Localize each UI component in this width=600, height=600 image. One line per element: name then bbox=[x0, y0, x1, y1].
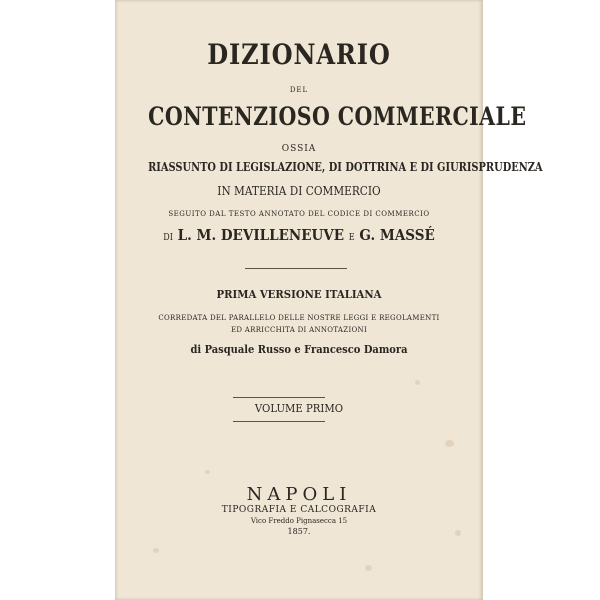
book-page bbox=[115, 0, 543, 600]
edition-note-2: ED ARRICCHITA DI ANNOTAZIONI bbox=[230, 326, 368, 334]
book-title: DIZIONARIO bbox=[207, 38, 391, 71]
printer-text: TIPOGRAFIA E CALCOGRAFIA bbox=[221, 505, 377, 515]
title-page-text bbox=[115, 0, 543, 600]
volume-rule-bottom bbox=[233, 421, 325, 422]
divider-rule bbox=[245, 268, 347, 269]
year-text: 1857. bbox=[287, 527, 311, 536]
book-subtitle: CONTENZIOSO COMMERCIALE bbox=[148, 102, 527, 131]
volume-label: VOLUME PRIMO bbox=[254, 402, 344, 415]
author-1: L. M. DEVILLENEUVE bbox=[177, 226, 345, 244]
address-text: Vico Freddo Pignasecca 15 bbox=[250, 517, 348, 525]
edition-text: PRIMA VERSIONE ITALIANA bbox=[216, 288, 382, 301]
ossia-text: OSSIA bbox=[281, 144, 317, 154]
author-di: DI bbox=[163, 233, 173, 243]
author-e: E bbox=[348, 233, 355, 243]
summary-text: RIASSUNTO DI LEGISLAZIONE, DI DOTTRINA E DI GIURISPRUDENZA bbox=[148, 160, 543, 174]
volume-rule-top bbox=[233, 397, 325, 398]
city-text: NAPOLI bbox=[246, 484, 352, 505]
authors-line bbox=[133, 226, 464, 244]
subject-text: IN MATERIA DI COMMERCIO bbox=[217, 184, 381, 198]
edition-note-1: CORREDATA DEL PARALLELO DELLE NOSTRE LEGGI E REGOLAMENTI bbox=[158, 314, 440, 322]
author-2: G. MASSÉ bbox=[359, 226, 435, 244]
followed-text: SEGUITO DAL TESTO ANNOTATO DEL CODICE DI COMMERCIO bbox=[168, 210, 430, 218]
title-connector: DEL bbox=[289, 86, 309, 94]
translators-text: di Pasquale Russo e Francesco Damora bbox=[190, 343, 408, 356]
